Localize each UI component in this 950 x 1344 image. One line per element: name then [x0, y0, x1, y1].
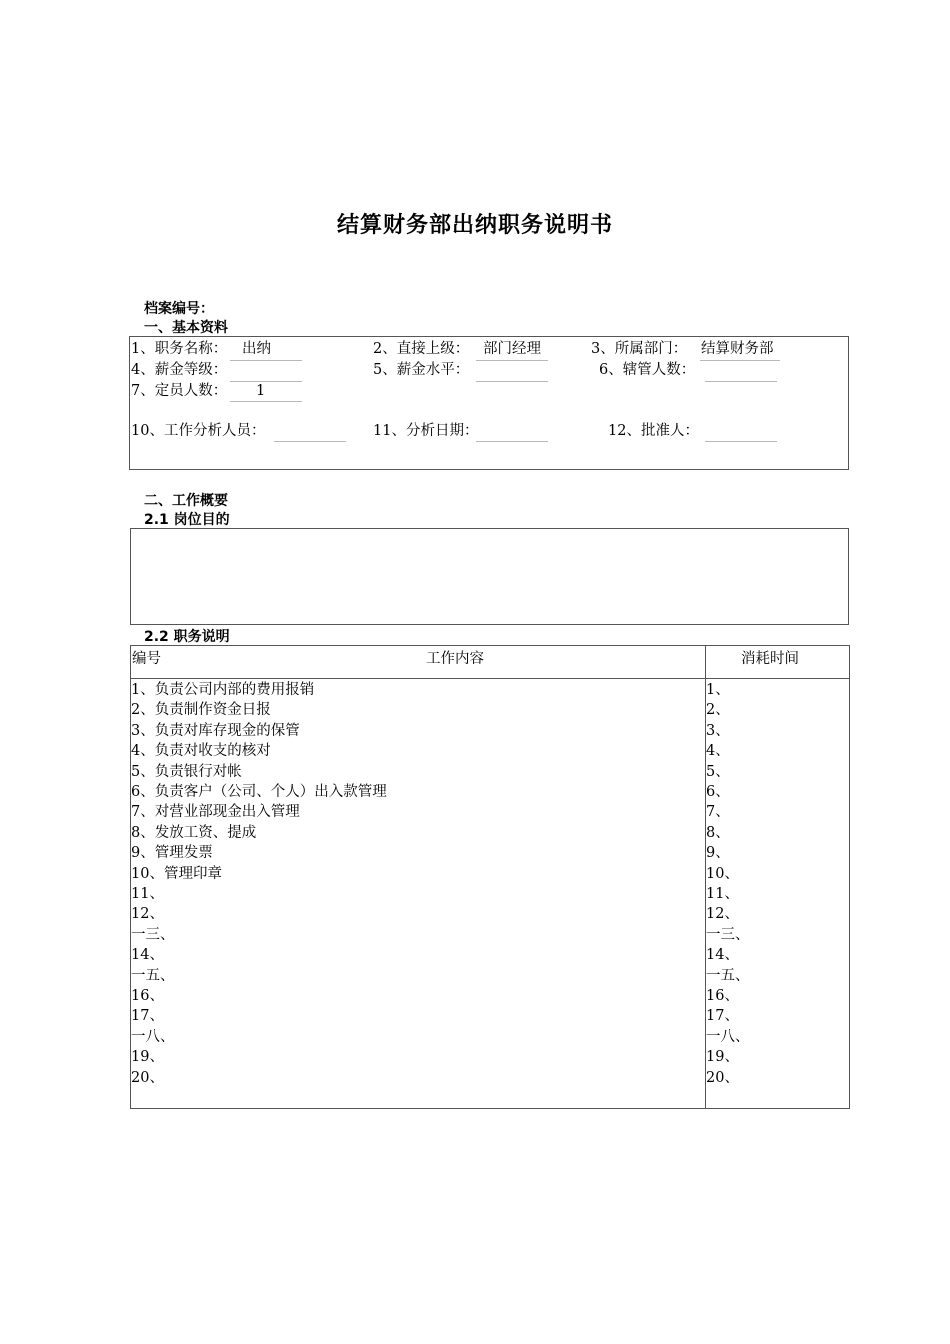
header-number: 编号: [132, 651, 161, 667]
duty-table-header-divider: [130, 678, 850, 679]
page-title: 结算财务部出纳职务说明书: [336, 213, 613, 238]
job-title-underline: [230, 360, 302, 361]
table-row: 19、: [131, 1049, 164, 1066]
header-time-spent: 消耗时间: [741, 651, 799, 667]
approver-label: 12、批准人：: [608, 423, 699, 439]
table-row: 4、负责对收支的核对: [131, 743, 271, 760]
time-cell: 6、: [706, 784, 730, 800]
table-row: 2、负责制作资金日报: [131, 702, 271, 719]
headcount-underline: [230, 401, 302, 402]
table-row: 12、: [131, 906, 164, 923]
analysis-date-label: 11、分析日期：: [373, 423, 479, 439]
time-cell: 一五、: [706, 967, 750, 984]
time-cell: 7、: [706, 804, 730, 821]
time-cell: 9、: [706, 845, 730, 862]
department-underline: [700, 360, 780, 361]
table-row: 6、负责客户（公司、个人）出入款管理: [131, 784, 387, 800]
time-cell: 8、: [706, 824, 730, 841]
table-row: 7、对营业部现金出入管理: [131, 804, 300, 821]
file-number-label: 档案编号：: [144, 301, 214, 317]
salary-level-label: 5、薪金水平：: [373, 362, 470, 378]
position-purpose-heading: 2.1 岗位目的: [144, 512, 230, 528]
time-cell: 4、: [706, 743, 730, 760]
table-row: 3、负责对库存现金的保管: [131, 722, 300, 739]
table-row: 1、负责公司内部的费用报销: [131, 682, 315, 698]
table-row: 5、负责银行对帐: [131, 763, 242, 780]
time-cell: 19、: [706, 1049, 739, 1066]
table-row: 一五、: [131, 967, 175, 984]
time-cell: 2、: [706, 702, 730, 719]
table-row: 17、: [131, 1008, 164, 1025]
time-cell: 一八、: [706, 1028, 750, 1045]
salary-grade-label: 4、薪金等级：: [131, 362, 228, 378]
table-row: 11、: [131, 886, 164, 902]
analyst-underline: [274, 441, 346, 442]
time-cell: 11、: [706, 886, 739, 902]
time-cell: 一三、: [706, 926, 750, 943]
approver-underline: [705, 441, 777, 442]
job-title-value: 出纳: [242, 341, 271, 357]
position-purpose-box: [130, 528, 849, 625]
table-row: 一八、: [131, 1028, 175, 1045]
department-value: 结算财务部: [701, 341, 774, 357]
time-cell: 1、: [706, 682, 730, 698]
table-row: 14、: [131, 947, 164, 964]
section-basic-info-heading: 一、基本资料: [144, 320, 228, 336]
time-cell: 12、: [706, 906, 739, 923]
table-row: 9、管理发票: [131, 845, 213, 862]
analysis-date-underline: [476, 441, 548, 442]
department-label: 3、所属部门：: [591, 341, 688, 357]
header-work-content: 工作内容: [426, 651, 484, 667]
supervisor-value: 部门经理: [483, 341, 541, 357]
headcount-label: 7、定员人数：: [131, 383, 228, 399]
analyst-label: 10、工作分析人员：: [131, 423, 266, 439]
table-row: 10、管理印章: [131, 865, 222, 882]
section-overview-heading: 二、工作概要: [144, 493, 228, 509]
time-cell: 5、: [706, 763, 730, 780]
table-row: 8、发放工资、提成: [131, 824, 257, 841]
table-row: 16、: [131, 988, 164, 1004]
time-cell: 10、: [706, 865, 739, 882]
time-cell: 3、: [706, 722, 730, 739]
salary-level-underline: [476, 381, 548, 382]
salary-grade-underline: [230, 381, 302, 382]
supervisor-underline: [476, 360, 548, 361]
headcount-value: 1: [256, 383, 266, 399]
time-cell: 16、: [706, 988, 739, 1004]
time-cell: 20、: [706, 1069, 739, 1086]
time-cell: 17、: [706, 1008, 739, 1025]
table-row: 一三、: [131, 926, 175, 943]
time-cell: 14、: [706, 947, 739, 964]
table-row: 20、: [131, 1069, 164, 1086]
duty-description-heading: 2.2 职务说明: [144, 629, 230, 645]
supervisor-label: 2、直接上级：: [373, 341, 470, 357]
subordinates-underline: [705, 381, 777, 382]
job-title-label: 1、职务名称：: [131, 341, 228, 357]
subordinates-label: 6、辖管人数：: [599, 362, 696, 378]
